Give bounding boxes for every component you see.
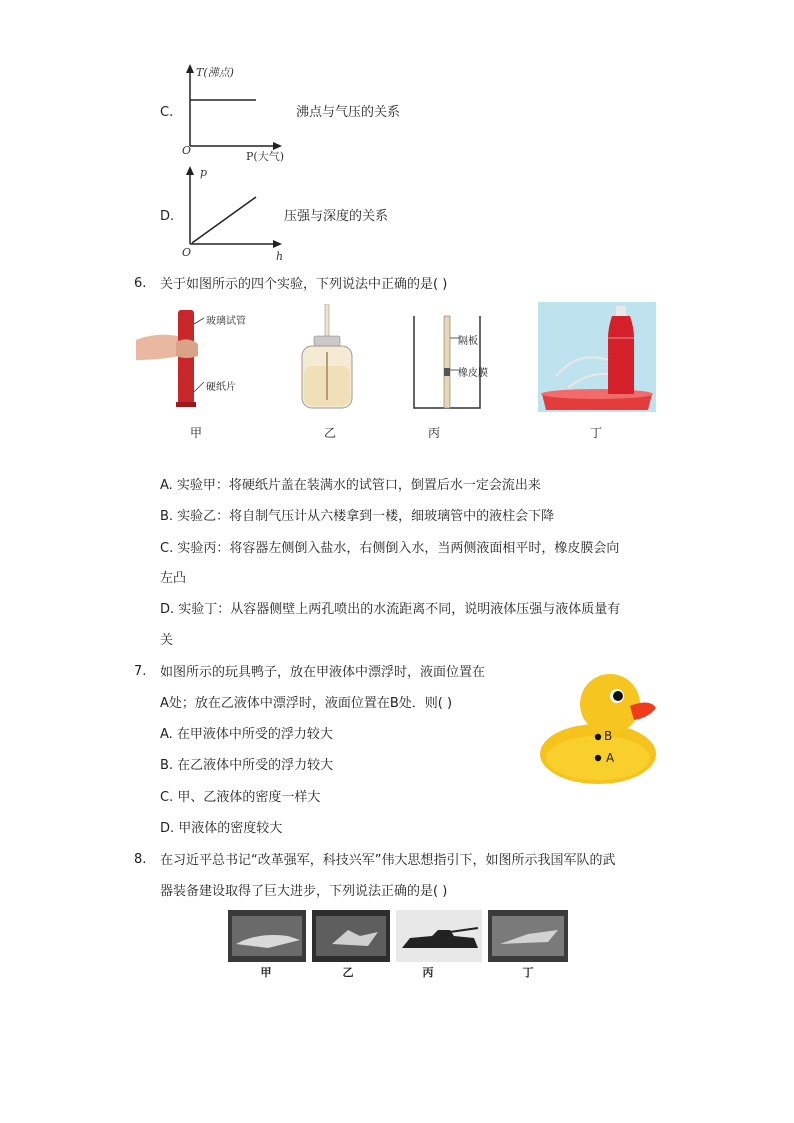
graph-d-y-label: p xyxy=(200,166,208,179)
figure-jia-card-label: 硬纸片 xyxy=(206,382,236,393)
q8-caption-jia: 甲 xyxy=(260,966,272,979)
graph-d-x-label: h xyxy=(276,250,284,263)
graph-c-caption: 沸点与气压的关系 xyxy=(296,105,401,120)
q7-option-b[interactable]: B. 在乙液体中所受的浮力较大 xyxy=(160,758,334,773)
q7-stem-line2: A处；放在乙液体中漂浮时，液面位置在B处．则( ) xyxy=(160,696,453,711)
option-c-label: C. xyxy=(160,105,174,120)
figure-jia-tube-label: 玻璃试管 xyxy=(206,316,246,327)
figure-rubber-duck xyxy=(538,668,662,788)
q8-caption-ding: 丁 xyxy=(522,966,534,979)
graph-c-x-label: P(大气) xyxy=(246,150,284,163)
q8-stem-line2: 器装备建设取得了巨大进步，下列说法正确的是( ) xyxy=(160,884,448,899)
figure-ding-bottle xyxy=(538,302,656,412)
figure-jia-caption: 甲 xyxy=(189,426,202,440)
q8-number: 8. xyxy=(134,852,147,867)
q6-stem: 关于如图所示的四个实验，下列说法中正确的是( ) xyxy=(160,277,448,292)
option-d-label: D. xyxy=(160,209,175,224)
q6-option-d-line1[interactable]: D. 实验丁：从容器侧壁上两孔喷出的水流距离不同，说明液体压强与液体质量有 xyxy=(160,602,621,617)
graph-c-origin: O xyxy=(182,144,192,157)
q7-number: 7. xyxy=(134,664,147,679)
graph-c-y-label: T(沸点) xyxy=(196,66,234,79)
graph-d-caption: 压强与深度的关系 xyxy=(284,209,389,224)
q7-option-d[interactable]: D. 甲液体的密度较大 xyxy=(160,821,283,836)
figure-bing-container xyxy=(410,312,510,412)
q8-caption-bing: 丙 xyxy=(422,966,434,979)
duck-point-a-label: A xyxy=(606,751,615,765)
q6-option-a[interactable]: A. 实验甲：将硬纸片盖在装满水的试管口，倒置后水一定会流出来 xyxy=(160,478,541,493)
q7-option-c[interactable]: C. 甲、乙液体的密度一样大 xyxy=(160,790,321,805)
figure-yi-barometer xyxy=(298,304,358,412)
figure-yi-caption: 乙 xyxy=(323,426,336,440)
q6-number: 6. xyxy=(134,276,147,291)
q6-option-b[interactable]: B. 实验乙：将自制气压计从六楼拿到一楼，细玻璃管中的液柱会下降 xyxy=(160,509,555,524)
graph-d-pressure-vs-depth xyxy=(176,162,286,257)
q6-option-c-line1[interactable]: C. 实验丙：将容器左侧倒入盐水，右侧倒入水，当两侧液面相平时，橡皮膜会向 xyxy=(160,541,620,556)
q6-option-c-line2[interactable]: 左凸 xyxy=(160,571,187,586)
q7-option-a[interactable]: A. 在甲液体中所受的浮力较大 xyxy=(160,727,333,742)
graph-d-origin: O xyxy=(182,246,192,259)
q8-stem-line1: 在习近平总书记“改革强军，科技兴军”伟大思想指引下，如图所示我国军队的武 xyxy=(160,853,616,868)
q6-option-d-line2[interactable]: 关 xyxy=(160,633,174,648)
figure-bing-plate-label: 隔板 xyxy=(458,336,478,347)
q8-caption-yi: 乙 xyxy=(342,966,354,979)
figure-bing-caption: 丙 xyxy=(427,426,440,440)
figure-ding-caption: 丁 xyxy=(589,426,602,440)
q7-stem-line1: 如图所示的玩具鸭子，放在甲液体中漂浮时，液面位置在 xyxy=(160,665,486,680)
figure-bing-membrane-label: 橡皮膜 xyxy=(458,368,488,379)
q8-weapon-photos xyxy=(228,910,568,966)
duck-point-b-label: B xyxy=(604,729,613,743)
q8-weapon-photo-strip xyxy=(228,910,568,966)
